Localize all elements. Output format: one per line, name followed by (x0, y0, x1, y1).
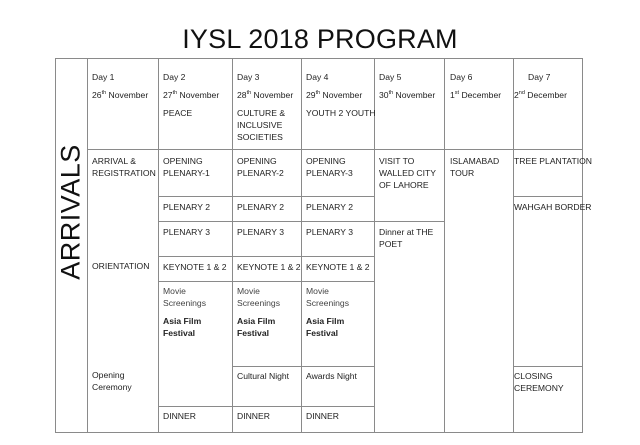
day2-opening-plenary: OPENING PLENARY-1 (163, 156, 210, 178)
day-label: Day 1 (92, 72, 115, 82)
date: 26th November (92, 90, 149, 100)
arrivals-text: ARRIVALS (55, 144, 86, 280)
column-divider (301, 58, 302, 432)
day2-keynote: KEYNOTE 1 & 2 (163, 262, 227, 272)
date: 2nd December (514, 90, 567, 100)
day3-opening-plenary: OPENING PLENARY-2 (237, 156, 284, 178)
day4-movie-screenings: Movie Screenings Asia Film Festival (306, 286, 349, 338)
day6-islamabad-tour: ISLAMABAD TOUR (450, 156, 500, 178)
day-theme: SOCIETIES (237, 132, 283, 142)
day3-plenary-2: PLENARY 2 (237, 202, 284, 212)
day7-wahgah-border: WAHGAH BORDER (514, 202, 592, 212)
day1-opening-ceremony: Opening Ceremony (92, 370, 132, 392)
day-header-7 (514, 71, 567, 101)
day-label: Day 4 (306, 72, 329, 82)
day-theme: CULTURE & (237, 108, 286, 118)
day-header-1 (92, 71, 148, 101)
day5-dinner-the-poet: Dinner at THE POET (379, 227, 434, 249)
row-divider (232, 366, 374, 367)
date: 1st December (450, 90, 502, 100)
day3-dinner: DINNER (237, 411, 270, 421)
day-label: Day 2 (163, 72, 186, 82)
day1-orientation: ORIENTATION (92, 261, 150, 271)
day4-dinner: DINNER (306, 411, 339, 421)
row-divider (158, 281, 374, 282)
day-header-2 (163, 71, 219, 119)
table-border-right (582, 58, 583, 432)
column-divider (232, 58, 233, 432)
row-divider (158, 406, 374, 407)
day3-plenary-3: PLENARY 3 (237, 227, 284, 237)
day2-dinner: DINNER (163, 411, 196, 421)
day-header-6 (450, 71, 501, 101)
day-label: Day 5 (379, 72, 402, 82)
date: 27th November (163, 90, 220, 100)
day2-movie-screenings: Movie Screenings Asia Film Festival (163, 286, 206, 338)
row-divider (158, 221, 374, 222)
date: 28th November (237, 90, 294, 100)
date: 29th November (306, 90, 363, 100)
arrivals-label (55, 144, 86, 280)
column-divider (158, 58, 159, 432)
row-divider (513, 196, 583, 197)
table-border-bottom (55, 432, 583, 433)
day4-opening-plenary: OPENING PLENARY-3 (306, 156, 353, 178)
day4-plenary-2: PLENARY 2 (306, 202, 353, 212)
row-divider (158, 196, 374, 197)
column-divider (87, 58, 88, 432)
day-theme: YOUTH 2 YOUTH (306, 108, 376, 118)
day-label: Day 3 (237, 72, 260, 82)
day7-tree-plantation: TREE PLANTATION (514, 156, 592, 166)
day-label: Day 7 (528, 72, 551, 82)
table-border-top (55, 58, 583, 59)
column-divider (444, 58, 445, 432)
day3-movie-screenings: Movie Screenings Asia Film Festival (237, 286, 280, 338)
day1-arrival-registration: ARRIVAL & REGISTRATION (92, 156, 156, 178)
row-divider (158, 256, 374, 257)
day4-keynote: KEYNOTE 1 & 2 (306, 262, 370, 272)
day2-plenary-2: PLENARY 2 (163, 202, 210, 212)
day7-closing-ceremony: CLOSING CEREMONY (514, 371, 564, 393)
day5-walled-city-visit: VISIT TO WALLED CITY OF LAHORE (379, 156, 436, 190)
day-theme: INCLUSIVE (237, 120, 283, 130)
day-header-3 (237, 71, 293, 143)
row-divider (374, 221, 444, 222)
row-divider (513, 366, 583, 367)
day-header-4 (306, 71, 376, 119)
page-title: IYSL 2018 PROGRAM (182, 24, 458, 54)
day-header-5 (379, 71, 435, 101)
header-divider (87, 149, 583, 150)
day-label: Day 6 (450, 72, 473, 82)
day3-keynote: KEYNOTE 1 & 2 (237, 262, 301, 272)
day4-awards-night: Awards Night (306, 371, 357, 381)
day4-plenary-3: PLENARY 3 (306, 227, 353, 237)
day3-cultural-night: Cultural Night (237, 371, 290, 381)
date: 30th November (379, 90, 436, 100)
day2-plenary-3: PLENARY 3 (163, 227, 210, 237)
day-theme: PEACE (163, 108, 193, 118)
